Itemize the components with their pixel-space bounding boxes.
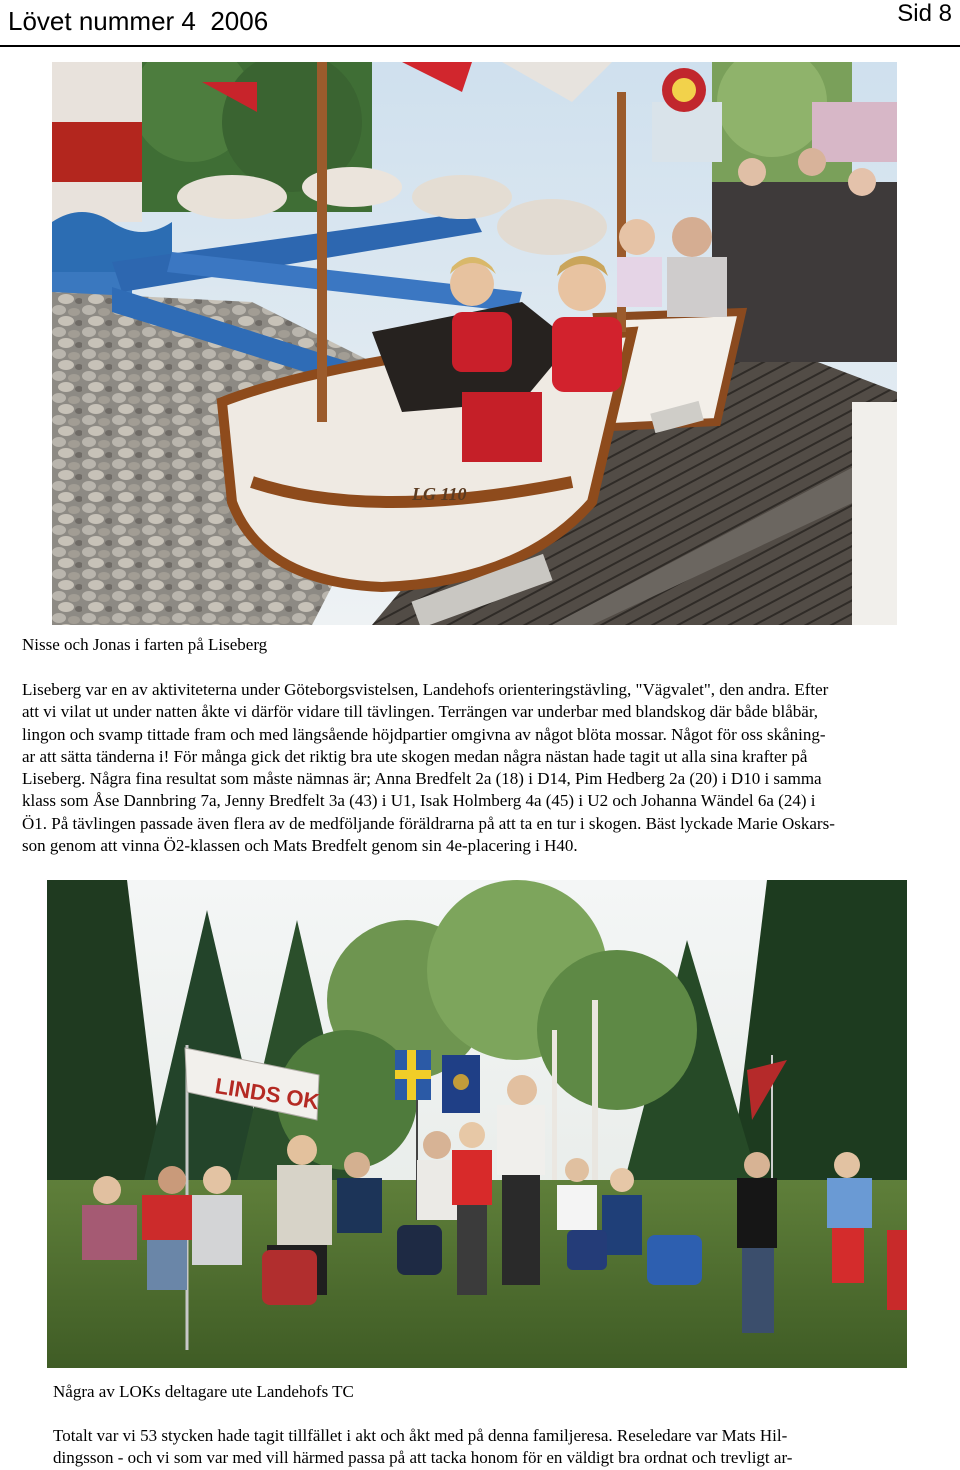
closing-line: dingsson - och vi som var med vill härmed passa på att tacka honom för en väldigt bra ordnat och trevligt ar- <box>53 1448 793 1468</box>
closing-line: Totalt var vi 53 stycken hade tagit tillfället i akt och åkt med på denna familjeresa. Reseledare var Mats Hil- <box>53 1426 788 1445</box>
article-line: Ö1. På tävlingen passade även flera av de medföljande föräldrarna på att ta en tur i skogen. Bäst lyckade Marie Oskars- <box>22 813 835 833</box>
newsletter-title: Lövet nummer 4 2006 <box>8 6 269 36</box>
landehof-forest-photo <box>47 880 907 1368</box>
page-number: Sid 8 <box>897 0 952 27</box>
liseberg-ride-illustration <box>52 62 897 625</box>
photo2-caption: Några av LOKs deltagare ute Landehofs TC <box>53 1382 354 1401</box>
closing-paragraph <box>53 1425 953 1470</box>
article-line: att vi vilat ut under natten åkte vi därför vidare till tävlingen. Terrängen var underbar med blandskog där både blåbär, <box>22 702 819 722</box>
banner-text: LINDS OK <box>213 1073 322 1115</box>
photo1-caption: Nisse och Jonas i farten på Liseberg <box>22 635 268 654</box>
liseberg-ride-photo <box>52 62 897 625</box>
article-line: klass som Åse Dannbring 7a, Jenny Bredfelt 3a (43) i U1, Isak Holmberg 4a (45) i U2 och Johanna Wändel 6a (24) i <box>22 791 816 811</box>
forest-gathering-illustration <box>47 880 907 1368</box>
article-line: Liseberg var en av aktiviteterna under Göteborgsvistelsen, Landehofs orienteringstävling, "Vägvalet", den andra. Efter <box>22 680 829 699</box>
page-header <box>0 0 960 46</box>
boat-label: LG 110 <box>412 484 467 504</box>
article-line: son genom att vinna Ö2-klassen och Mats Bredfelt genom sin 4e-placering i H40. <box>22 836 578 856</box>
article-line: lingon och svamp tittade fram och med längsående höjdpartier omgivna av något blöta mossar. Något för oss skåning- <box>22 724 826 744</box>
header-divider <box>0 45 960 47</box>
article-line: ar att sätta tänderna i! För många gick det riktig bra ute skogen medan några nästan hade tagit ut alla sina krafter på <box>22 746 808 766</box>
article-paragraph <box>22 679 942 857</box>
article-line: Liseberg. Några fina resultat som måste nämnas är; Anna Bredfelt 2a (18) i D14, Pim Hedberg 2a (20) i D10 i samma <box>22 769 822 789</box>
